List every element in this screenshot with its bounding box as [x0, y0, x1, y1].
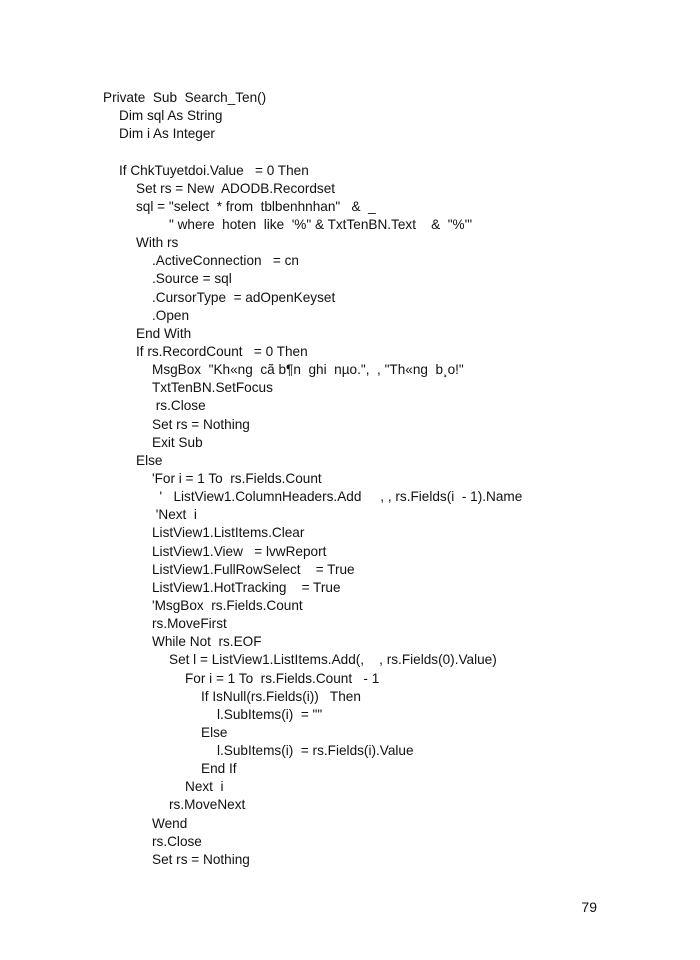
- code-line: Dim sql As String: [119, 108, 223, 124]
- code-line: With rs: [136, 235, 179, 251]
- code-line: Set rs = New ADODB.Recordset: [136, 180, 336, 196]
- code-line: End If: [201, 761, 237, 777]
- code-line: ListView1.View = lvwReport: [152, 543, 327, 559]
- code-line: .CursorType = adOpenKeyset: [152, 289, 336, 305]
- code-line: 'For i = 1 To rs.Fields.Count: [152, 470, 322, 486]
- code-line: Wend: [152, 815, 188, 831]
- code-line: If rs.RecordCount = 0 Then: [136, 343, 308, 359]
- code-line: End With: [136, 325, 192, 341]
- code-line: TxtTenBN.SetFocus: [152, 380, 273, 396]
- code-line: Exit Sub: [152, 434, 203, 450]
- code-line: ListView1.FullRowSelect = True: [152, 561, 355, 577]
- code-line: ListView1.ListItems.Clear: [152, 525, 305, 541]
- code-line: While Not rs.EOF: [152, 634, 262, 650]
- code-line: Else: [136, 452, 163, 468]
- code-listing: [103, 89, 522, 869]
- code-line: rs.Close: [152, 833, 202, 849]
- code-line: Set rs = Nothing: [152, 851, 250, 867]
- code-line: ListView1.HotTracking = True: [152, 579, 341, 595]
- code-line: l.SubItems(i) = "": [217, 706, 323, 722]
- code-line: Private Sub Search_Ten(): [103, 90, 267, 105]
- code-line: Set l = ListView1.ListItems.Add(, , rs.Fields(0).Value): [169, 652, 497, 668]
- code-line: If ChkTuyetdoi.Value = 0 Then: [119, 162, 309, 178]
- page-number: 79: [581, 899, 597, 915]
- code-line: Dim i As Integer: [119, 126, 215, 142]
- code-line: rs.MoveFirst: [152, 616, 227, 632]
- code-line: If IsNull(rs.Fields(i)) Then: [201, 688, 361, 704]
- code-line: Else: [201, 724, 228, 740]
- code-line: " where hoten like '%" & TxtTenBN.Text & "%'": [169, 216, 473, 232]
- code-line: For i = 1 To rs.Fields.Count - 1: [185, 670, 380, 686]
- code-line: MsgBox "Kh«ng cã b¶n ghi nµo.", , "Th«ng b¸o!": [152, 362, 464, 378]
- code-line: Next i: [185, 779, 224, 795]
- code-line: [103, 143, 522, 161]
- code-line: .ActiveConnection = cn: [152, 253, 299, 269]
- code-line: rs.Close: [152, 398, 206, 414]
- code-line: .Open: [152, 307, 190, 323]
- code-line: sql = "select * from tblbenhnhan" & _: [136, 198, 376, 214]
- code-line: rs.MoveNext: [169, 797, 246, 813]
- code-line: ' ListView1.ColumnHeaders.Add , , rs.Fields(i - 1).Name: [152, 489, 523, 505]
- code-line: Set rs = Nothing: [152, 416, 250, 432]
- code-line: l.SubItems(i) = rs.Fields(i).Value: [217, 743, 414, 759]
- code-line: .Source = sql: [152, 271, 232, 287]
- code-line: 'Next i: [152, 507, 197, 523]
- code-line: 'MsgBox rs.Fields.Count: [152, 597, 303, 613]
